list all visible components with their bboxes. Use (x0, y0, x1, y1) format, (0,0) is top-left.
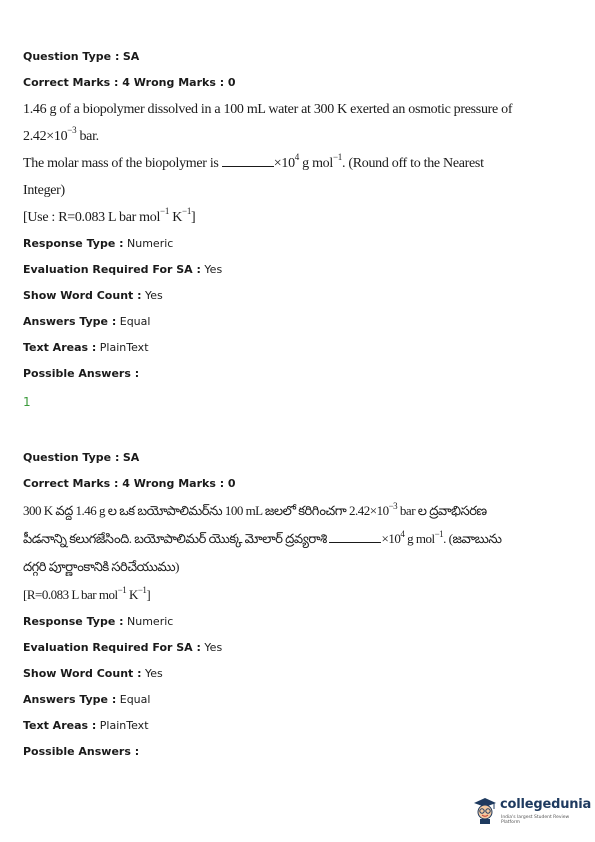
answer-blank (222, 156, 274, 167)
evaluation-required: Evaluation Required For SA : Yes (23, 641, 223, 654)
logo-tagline: India's largest Student Review Platform (501, 815, 570, 825)
possible-answer-value: 1 (23, 395, 31, 409)
marks-line: Correct Marks : 4 Wrong Marks : 0 (23, 477, 236, 490)
question-block-1 (23, 44, 571, 417)
question-type: Question Type : SA (23, 50, 140, 63)
answer-blank (329, 532, 381, 543)
logo-wordmark: collegedunia (500, 797, 592, 812)
answers-type: Answers Type : Equal (23, 315, 151, 328)
show-word-count: Show Word Count : Yes (23, 667, 163, 680)
response-type: Response Type : Numeric (23, 237, 174, 250)
text-areas: Text Areas : PlainText (23, 719, 149, 732)
question-text-telugu: 300 K వద్ద 1.46 g ల ఒక బయోపాలిమర్‌ను 100 mL జలలో కరిగించగా $2.42\times 10^{-3}$ bar ల ద్రవాభిసరణ పీడనాన్ని కలుగజేసింది. బయోపాలిమర్ యొక్క మోలార్ ద్రవ్యరాశి $\times 10^4$ g mol$^{-1}$. (జవాబును దగ్గరి పూర్ణాంకానికి సరిచేయుము) [R=0.083 L bar mol$^{-1}$ $K^{-1}$] (23, 500, 502, 602)
question-type: Question Type : SA (23, 451, 140, 464)
question-text: 1.46 g of a biopolymer dissolved in a 100 mL water at 300 K exerted an osmotic pressure of $2.42\times 10^{-3}$ bar. The molar mass of the biopolymer is $\times 10^4$ g mol$^{-1}$. (Round off to the Nearest Integer) [Use : R=0.083 L bar mol$^{-1}$ $K^{-1}$] (23, 102, 513, 225)
graduate-mascot-icon (472, 795, 498, 825)
marks-line: Correct Marks : 4 Wrong Marks : 0 (23, 76, 236, 89)
collegedunia-logo (472, 795, 592, 829)
text-areas: Text Areas : PlainText (23, 341, 149, 354)
question-gap (23, 417, 571, 445)
possible-answers-label: Possible Answers : (23, 745, 140, 758)
document-page (23, 44, 571, 765)
possible-answers-label: Possible Answers : (23, 367, 140, 380)
answers-type: Answers Type : Equal (23, 693, 151, 706)
question-block-2 (23, 445, 571, 765)
evaluation-required: Evaluation Required For SA : Yes (23, 263, 223, 276)
response-type: Response Type : Numeric (23, 615, 174, 628)
show-word-count: Show Word Count : Yes (23, 289, 163, 302)
